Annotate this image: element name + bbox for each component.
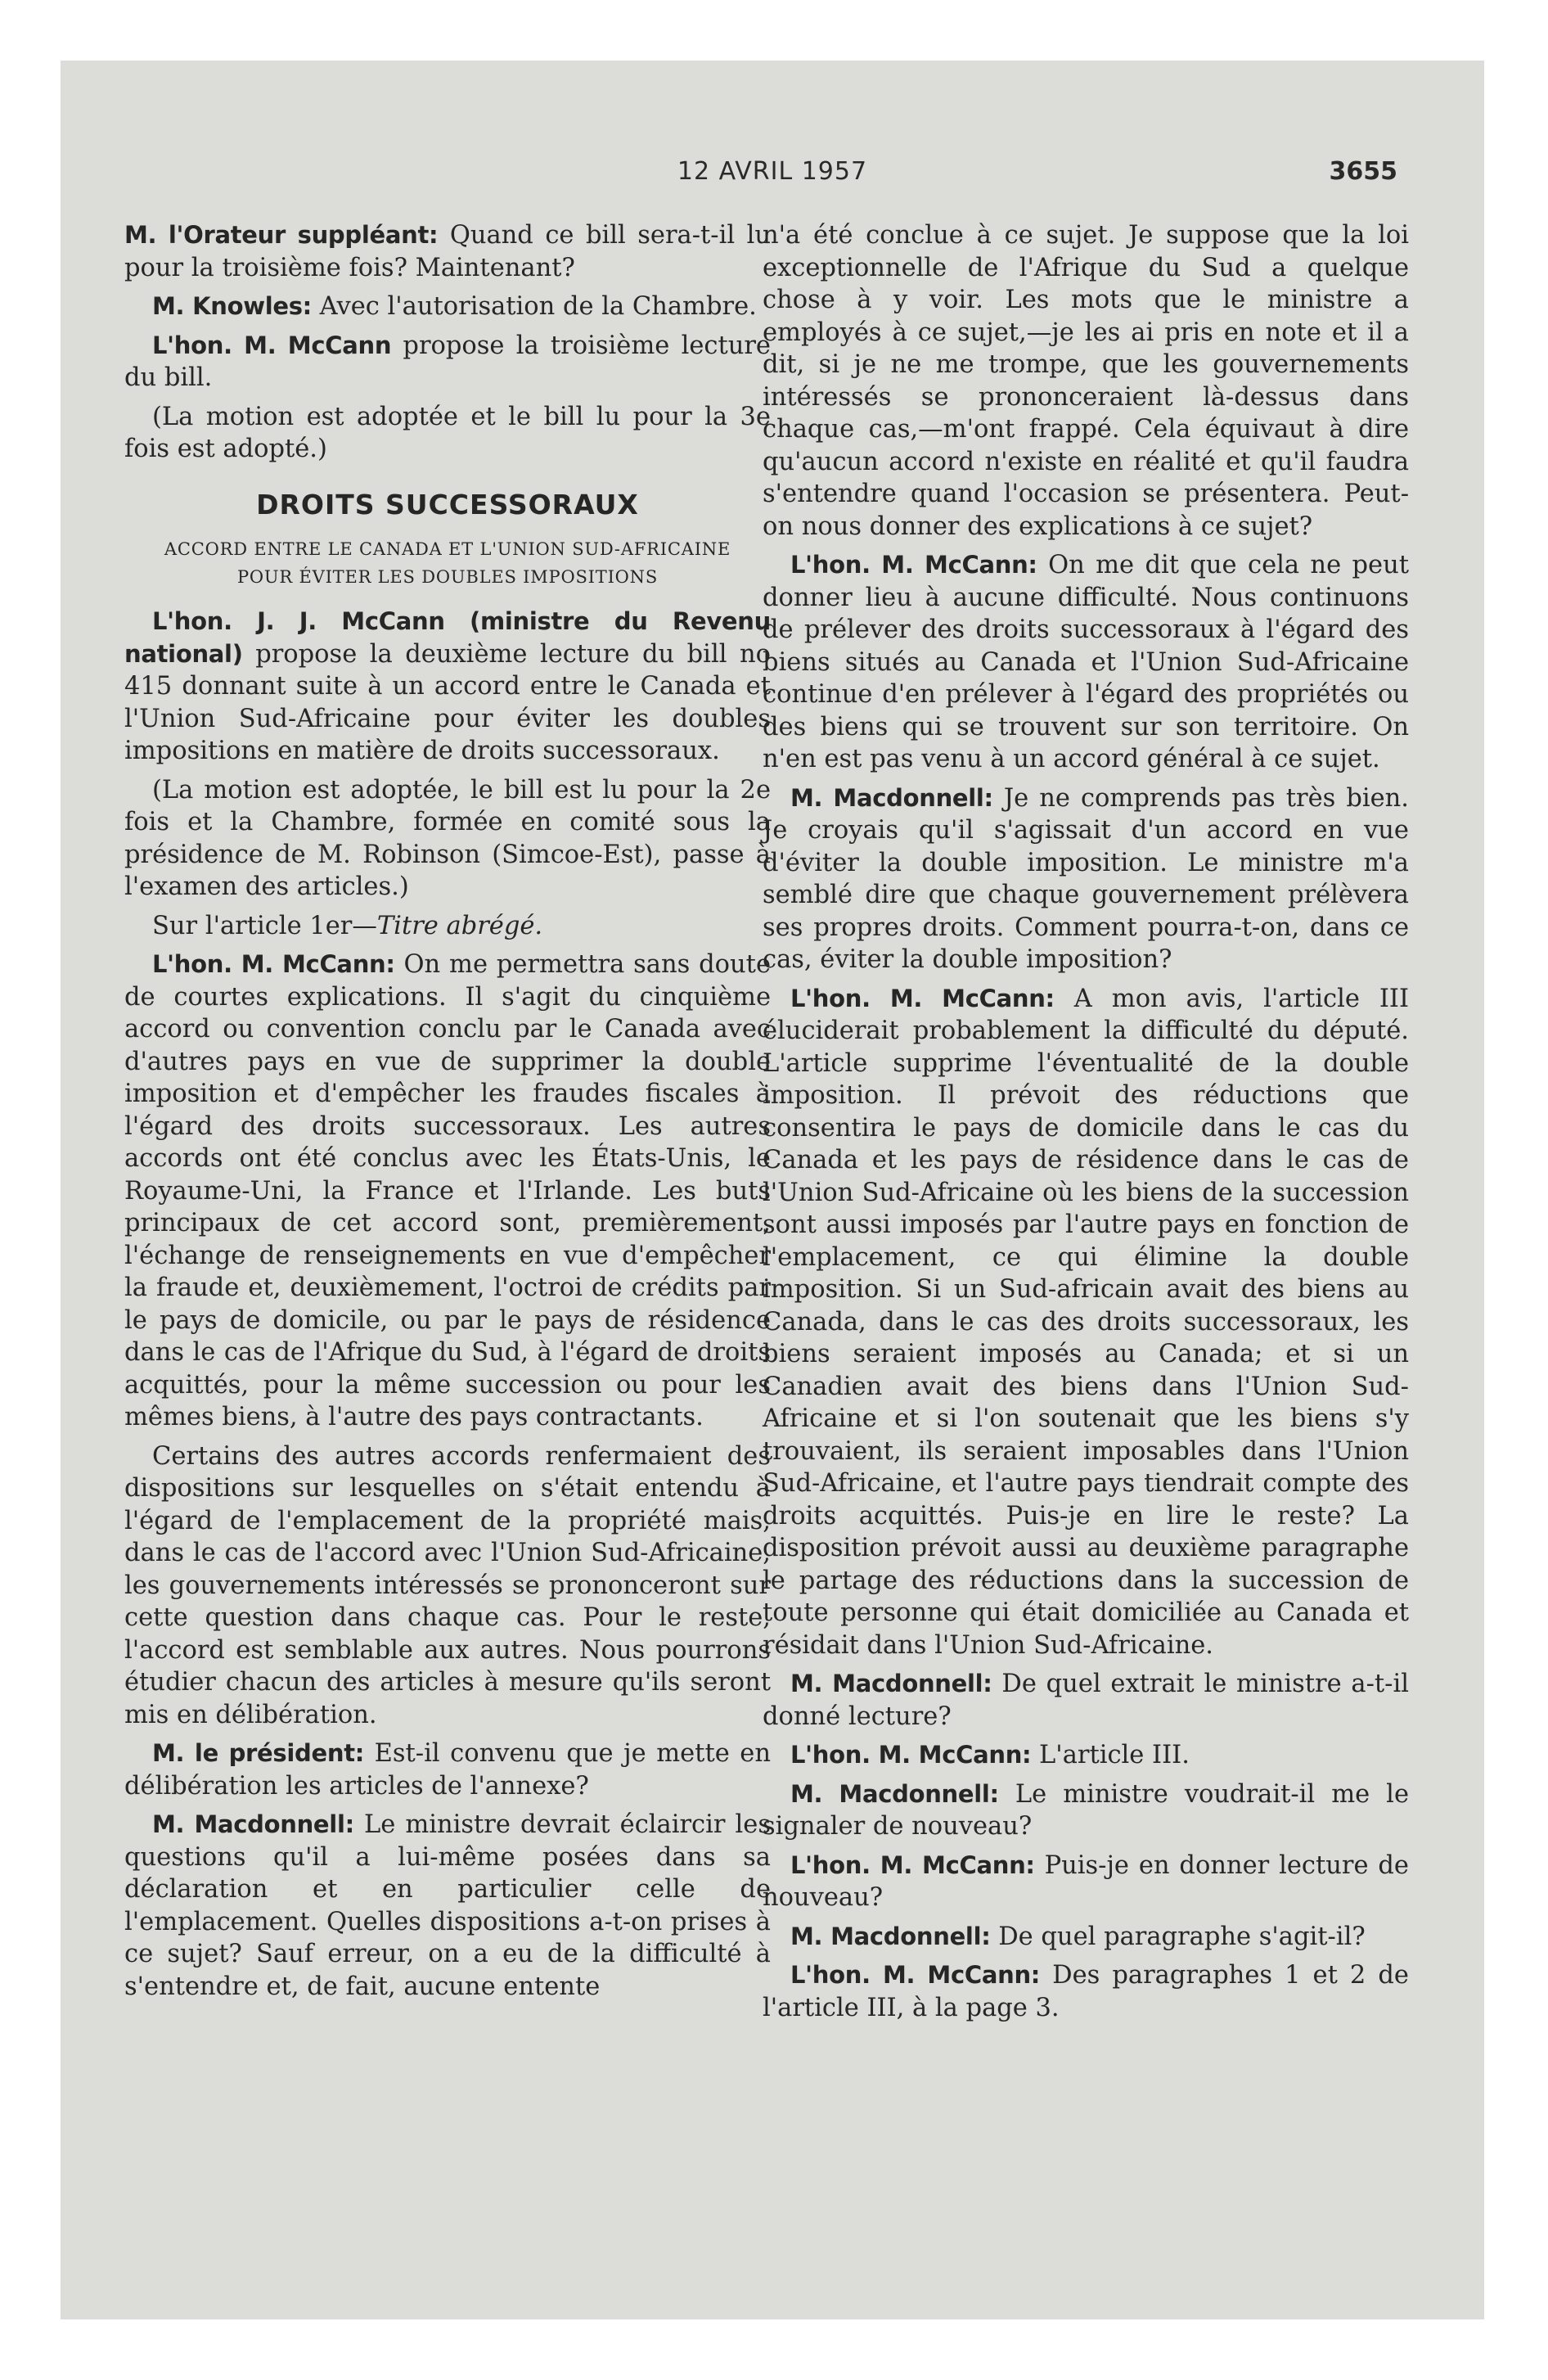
paragraph [124,330,771,394]
paragraph [124,949,771,1434]
paragraph [763,1850,1409,1914]
header-date: 12 AVRIL 1957 [677,157,868,186]
paragraph-text: propose la deuxième lecture du bill no 415 donnant suite à un accord entre le Canada et l'Union Sud-Africaine pour éviter les doubles impositions en matière de droits successoraux. [124,639,771,765]
paragraph-text: Certains des autres accords renfermaient des dispositions sur lesquelles on s'était entendu à l'égard de l'emplacement de la propriété mais, dans le cas de l'accord avec l'Union Sud-Africaine, les gouvernements intéressés se prononceront sur cette question dans chaque cas. Pour le reste, l'accord est semblable aux autres. Nous pourrons étudier chacun des articles à mesure qu'ils seront mis en délibération. [124,1441,771,1729]
speaker-name: L'hon. J. J. McCann (ministre du Revenu national) [124,607,771,668]
paragraph [124,401,771,466]
paragraph [763,1921,1409,1954]
paragraph-text: (La motion est adoptée, le bill est lu pour la 2e fois et la Chambre, formée en comité sous la présidence de M. Robinson (Simcoe-Est), passe à l'examen des articles.) [124,775,771,901]
speaker-name: M. Macdonnell: [790,783,993,812]
paragraph-text: On me permettra sans doute de courtes explications. Il s'agit du cinquième accord ou convention conclu par le Canada avec d'autres pays en vue de supprimer la double imposition et d'empêcher les fraudes fiscales à l'égard des droits successoraux. Les autres accords ont été conclus avec les États-Unis, le Royaume-Uni, la France et l'Irlande. Les buts principaux de cet accord sont, premièrement, l'échange de renseignements en vue d'empêcher la fraude et, deuxièmement, l'octroi de crédits par le pays de domicile, ou par le pays de résidence dans le cas de l'Afrique du Sud, à l'égard de droits acquittés, pour la même succession ou pour les mêmes biens, à l'autre des pays contractants. [124,950,771,1431]
paragraph [124,774,771,904]
paragraph [763,782,1409,976]
speaker-name: M. Macdonnell: [152,1810,354,1838]
paragraph-text: Sur l'article 1er— [152,911,377,940]
page-header [61,157,1484,190]
paragraph [763,1739,1409,1772]
paragraph [763,1778,1409,1843]
paragraph [124,1809,771,2003]
speaker-name: L'hon. M. McCann: [790,1850,1035,1879]
paragraph-text: A mon avis, l'article III éluciderait probablement la difficulté du député. L'article supprime l'éventualité de la double imposition. Il prévoit des réductions que consentira le pays de domicile dans le cas du Canada et les pays de résidence dans le cas de l'Union Sud-Africaine où les biens de la succession sont aussi imposés par l'autre pays en fonction de l'emplacement, ce qui élimine la double imposition. Si un Sud-africain avait des biens au Canada, dans le cas des droits successoraux, les biens seraient imposés au Canada; et si un Canadien avait des biens dans l'Union Sud-Africaine et si l'on soutenait que les biens s'y trouvaient, ils seraient imposables dans l'Union Sud-Africaine, et l'autre pays tiendrait compte des droits acquittés. Puis-je en lire le reste? La disposition prévoit aussi au deuxième paragraphe le partage des réductions dans la succession de toute personne qui était domiciliée au Canada et résidait dans l'Union Sud-Africaine. [763,984,1409,1660]
paragraph [763,219,1409,543]
speaker-name: M. Macdonnell: [790,1670,992,1697]
header-page-number: 3655 [1329,157,1397,186]
paragraph-text: On me dit que cela ne peut donner lieu à aucune difficulté. Nous continuons de prélever des droits successoraux à l'égard des biens situés au Canada et l'Union Sud-Africaine continue d'en prélever à l'égard des propriétés ou des biens qui se trouvent sur son territoire. On n'en est pas venu à un accord général à ce sujet. [763,551,1409,773]
speaker-name: M. Macdonnell: [790,1922,991,1950]
paragraph-text: Est-il convenu que je mette en délibération les articles de l'annexe? [124,1739,771,1801]
paragraph [124,910,771,943]
paragraph [124,1738,771,1802]
section-subheading: ACCORD ENTRE LE CANADA ET L'UNION SUD-AFRICAINE POUR ÉVITER LES DOUBLES IMPOSITIONS [164,539,731,587]
section-heading: DROITS SUCCESSORAUX [256,488,639,521]
paragraph-text: propose la troisième lecture du bill. [124,331,771,392]
article-title: Titre abrégé. [376,911,543,940]
speaker-name: L'hon. M. McCann: [152,950,395,978]
right-column [763,219,1409,2031]
paragraph-text: Puis-je en donner lecture de nouveau? [763,1850,1409,1912]
left-column [124,219,771,2009]
speaker-name: L'hon. M. McCann: [790,1961,1041,1989]
paragraph-text: Le ministre voudrait-il me le signaler de nouveau? [763,1779,1409,1841]
speaker-name: L'hon. M. McCann: [790,1741,1032,1769]
speaker-name: M. le président: [152,1739,365,1767]
paragraph [124,291,771,323]
paragraph [124,1440,771,1732]
paragraph-text: (La motion est adoptée et le bill lu pour la 3e fois est adopté.) [124,402,771,463]
paragraph [124,219,771,284]
paragraph-text: n'a été conclue à ce sujet. Je suppose que la loi exceptionnelle de l'Afrique du Sud a quelque chose à y voir. Les mots que le ministre a employés à ce sujet,—je les ai pris en note et il a dit, si je ne me trompe, que les gouvernements intéressés se prononceraient là-dessus dans chaque cas,—m'ont frappé. Cela équivaut à dire qu'aucun accord n'existe en réalité et qu'il faudra s'entendre quand l'occasion se présentera. Peut-on nous donner des explications à ce sujet? [763,221,1409,541]
speaker-name: L'hon. M. McCann: [790,984,1055,1012]
speaker-name: L'hon. M. McCann [152,331,392,359]
paragraph [763,549,1409,776]
paragraph-text: L'article III. [1031,1741,1190,1769]
paragraph-text: De quel extrait le ministre a-t-il donné lecture? [763,1670,1409,1731]
paragraph-text: Le ministre devrait éclaircir les questions qu'il a lui-même posées dans sa déclaration et en particulier celle de l'emplacement. Quelles dispositions a-t-on prises à ce sujet? Sauf erreur, on a eu de la difficulté à s'entendre et, de fait, aucune entente [124,1810,772,2001]
paragraph-text: Je ne comprends pas très bien. Je croyais qu'il s'agissait d'un accord en vue d'éviter la double imposition. Le ministre m'a semblé dire que chaque gouvernement prélèvera ses propres droits. Comment pourra-t-on, dans ce cas, éviter la double imposition? [763,783,1409,974]
paragraph [763,983,1409,1662]
speaker-name: M. Knowles: [152,292,312,320]
paragraph [124,606,771,768]
paragraph-text: Quand ce bill sera-t-il lu pour la troisième fois? Maintenant? [124,221,772,282]
speaker-name: L'hon. M. McCann: [790,551,1037,579]
speaker-name: M. Macdonnell: [790,1779,999,1808]
speaker-name: M. l'Orateur suppléant: [124,221,439,249]
paragraph [763,1959,1409,2024]
paragraph-text: De quel paragraphe s'agit-il? [990,1922,1366,1951]
paragraph [763,1668,1409,1733]
paragraph-text: Des paragraphes 1 et 2 de l'article III, à la page 3. [763,1961,1409,2022]
paragraph-text: Avec l'autorisation de la Chambre. [311,292,757,321]
